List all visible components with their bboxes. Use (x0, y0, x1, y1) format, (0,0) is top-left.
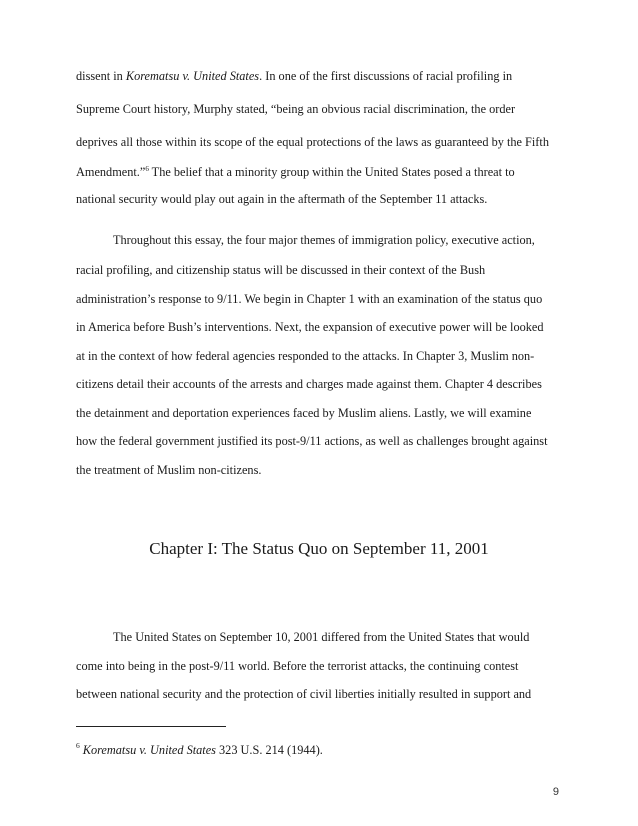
footnote (76, 738, 323, 758)
p3-line-3: between national security and the protection of civil liberties initially resulted in support and (76, 687, 532, 701)
p1-line-5: national security would play out again in the aftermath of the September 11 attacks. (76, 192, 488, 206)
p2-line-8: how the federal government justified its post-9/11 actions, as well as challenges brought against (76, 434, 548, 448)
footnote-number: 6 (76, 741, 80, 750)
p1-line-3: deprives all those within its scope of the equal protections of the laws as guaranteed by the Fifth (76, 135, 549, 149)
page-number: 9 (552, 786, 559, 798)
p3-line-1: The United States on September 10, 2001 differed from the United States that would (113, 630, 530, 644)
p2-line-2: racial profiling, and citizenship status will be discussed in their context of the Bush (76, 263, 486, 277)
p2-line-7: the detainment and deportation experiences faced by Muslim aliens. Lastly, we will examine (76, 406, 532, 420)
p2-line-4: in America before Bush’s interventions. Next, the expansion of executive power will be looked (76, 320, 544, 334)
footnote-citation: 323 U.S. 214 (1944). (215, 743, 323, 757)
footnote-case-name: Korematsu v. United States (82, 743, 216, 757)
p1-line-1-text: dissent in (76, 69, 126, 83)
p1-line-4-text: Amendment.” (76, 165, 146, 179)
p2-line-5: at in the context of how federal agencies responded to the attacks. In Chapter 3, Muslim non- (76, 349, 535, 363)
p3-line-2: come into being in the post-9/11 world. Before the terrorist attacks, the continuing contest (76, 659, 519, 673)
footnote-separator (76, 726, 226, 727)
chapter-heading: Chapter I: The Status Quo on September 11, 2001 (149, 539, 489, 558)
footnote-marker[interactable]: 6 (145, 165, 149, 173)
p2-line-1: Throughout this essay, the four major themes of immigration policy, executive action, (113, 233, 535, 247)
p1-line-1-text-end: . In one of the first discussions of racial profiling in (259, 69, 513, 83)
p1-line-1 (76, 68, 566, 84)
p2-line-6: citizens detail their accounts of the arrests and charges made against them. Chapter 4 describes (76, 377, 542, 391)
case-name-italic: Korematsu v. United States (125, 69, 260, 83)
p1-line-2: Supreme Court history, Murphy stated, “being an obvious racial discrimination, the order (76, 102, 516, 116)
p2-line-9: the treatment of Muslim non-citizens. (76, 463, 262, 477)
p1-line-4 (76, 161, 566, 180)
p2-line-3: administration’s response to 9/11. We begin in Chapter 1 with an examination of the status quo (76, 292, 543, 306)
p1-line-4-text-end: The belief that a minority group within the United States posed a threat to (148, 165, 515, 179)
